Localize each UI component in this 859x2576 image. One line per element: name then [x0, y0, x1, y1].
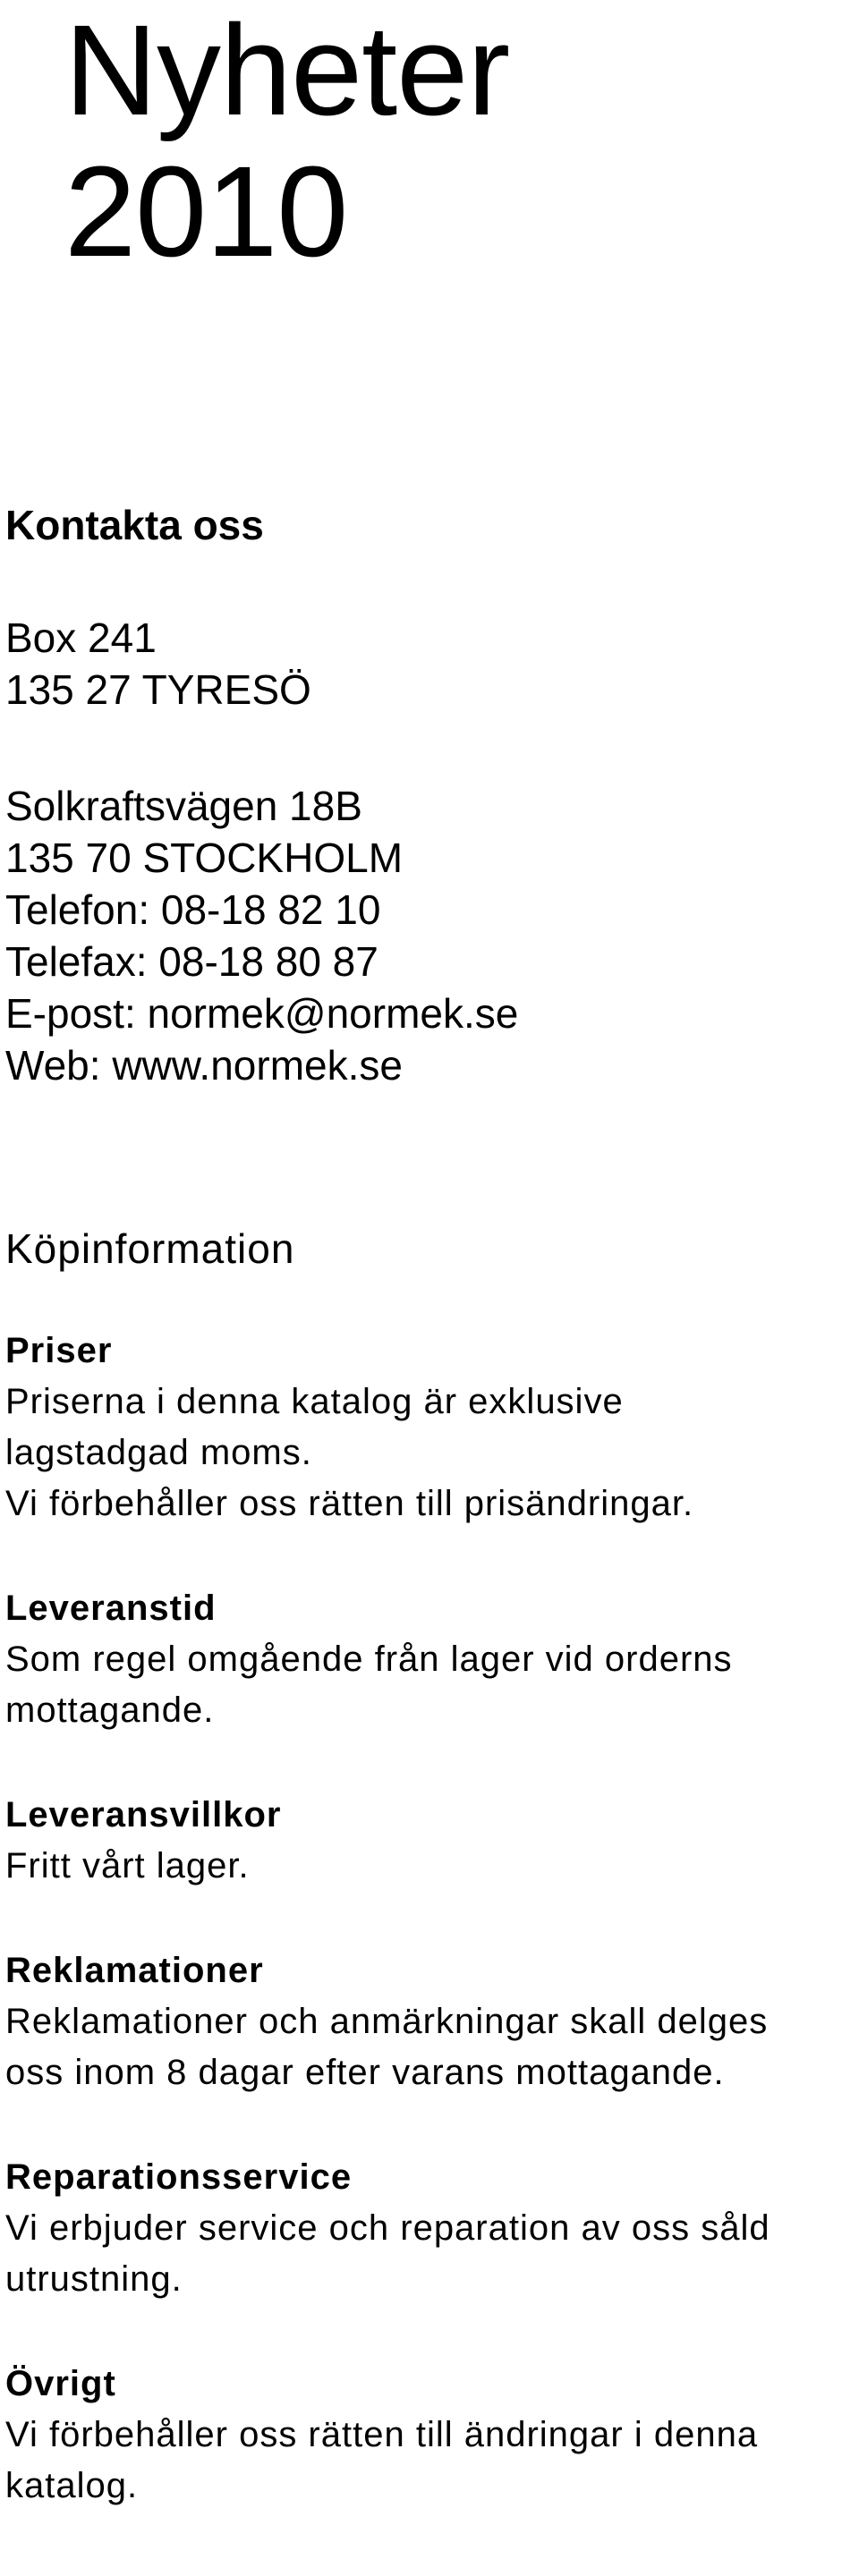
section-text [5, 1634, 852, 1736]
section-text [5, 1377, 852, 1530]
text-line: mottagande. [5, 1690, 215, 1730]
section-text [5, 2410, 852, 2512]
text-line: Vi förbehåller oss rätten till prisändringar. [5, 1484, 694, 1523]
section-heading: Leveransvillkor [5, 1795, 282, 1835]
fax-number: Telefax: 08-18 80 87 [5, 938, 378, 985]
other-section [5, 2359, 852, 2512]
text-line: Reklamationer och anmärkningar skall delges [5, 2002, 769, 2041]
page-title [64, 0, 509, 283]
title-line-2: 2010 [64, 140, 348, 284]
purchase-info-heading: Köpinformation [5, 1225, 295, 1272]
street-city: 135 70 STOCKHOLM [5, 835, 404, 881]
text-line: Vi erbjuder service och reparation av oss såld [5, 2208, 770, 2248]
text-line: Som regel omgående från lager vid orderns [5, 1640, 733, 1679]
phone-number: Telefon: 08-18 82 10 [5, 886, 381, 933]
purchase-info-section [5, 1222, 852, 2565]
repair-service-section [5, 2152, 852, 2305]
section-heading: Priser [5, 1331, 113, 1370]
section-heading: Reparationsservice [5, 2157, 353, 2197]
section-text [5, 2203, 852, 2305]
postal-city: 135 27 TYRESÖ [5, 666, 311, 713]
text-line: katalog. [5, 2466, 139, 2505]
section-heading: Övrigt [5, 2364, 116, 2403]
text-line: oss inom 8 dagar efter varans mottagande. [5, 2053, 725, 2092]
delivery-time-section [5, 1583, 852, 1736]
text-line: utrustning. [5, 2259, 183, 2299]
prices-section [5, 1326, 852, 1530]
text-line: lagstadgad moms. [5, 1433, 312, 1472]
text-line: Vi förbehåller oss rätten till ändringar i denna [5, 2415, 759, 2454]
section-text [5, 1841, 852, 1892]
visit-address [5, 780, 846, 1091]
postal-address [5, 612, 846, 716]
text-line: Fritt vårt lager. [5, 1846, 250, 1885]
section-text [5, 1996, 852, 2098]
text-line: Priserna i denna katalog är exklusive [5, 1382, 624, 1421]
complaints-section [5, 1945, 852, 2098]
website-address: Web: www.normek.se [5, 1042, 403, 1089]
section-heading: Leveranstid [5, 1589, 217, 1628]
contact-section [5, 499, 846, 1091]
street-address: Solkraftsvägen 18B [5, 783, 362, 829]
title-line-1: Nyheter [64, 0, 510, 142]
postal-box: Box 241 [5, 614, 157, 661]
email-address: E-post: normek@normek.se [5, 990, 519, 1037]
contact-heading: Kontakta oss [5, 502, 264, 548]
delivery-terms-section [5, 1790, 852, 1892]
section-heading: Reklamationer [5, 1951, 264, 1990]
